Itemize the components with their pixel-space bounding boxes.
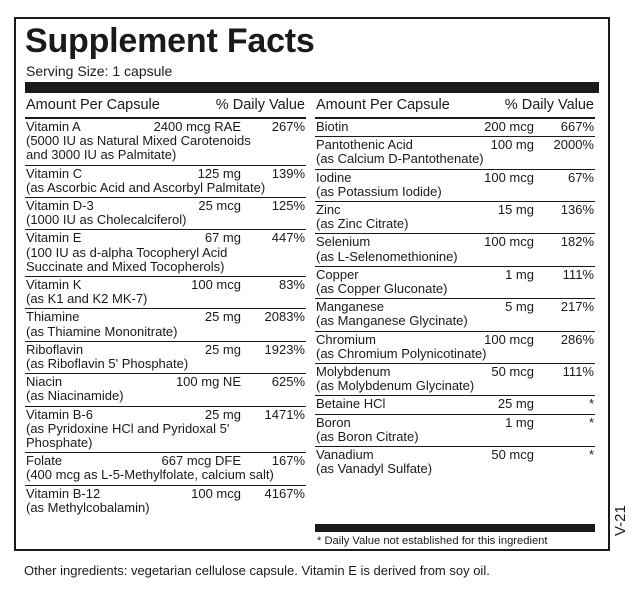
nutrient-row [315,170,595,202]
nutrient-row [25,453,306,485]
nutrient-source-line: (as Molybdenum Glycinate) [316,378,475,394]
nutrient-daily-value: 2083% [264,309,305,325]
nutrient-amount: 67 mg [204,230,241,246]
column-header [25,94,306,119]
nutrient-main-line [316,268,594,282]
right-column [315,94,595,478]
nutrient-name: Zinc [316,202,341,218]
nutrient-amount: 1 mg [505,414,534,430]
nutrient-amount: 100 mcg [484,331,534,347]
nutrient-daily-value: 625% [271,374,305,390]
nutrient-name: Manganese [316,299,384,315]
nutrient-row [25,119,306,166]
nutrient-amount: 25 mg [204,309,241,325]
nutrient-row [25,342,306,374]
nutrient-amount: 25 mcg [198,198,241,214]
daily-value-footnote: * Daily Value not established for this ingredient [317,535,548,547]
nutrient-source-line: (as Riboflavin 5' Phosphate) [26,356,189,372]
nutrient-main-line [26,454,305,468]
nutrient-main-line [26,231,305,245]
nutrient-row [315,415,595,447]
nutrient-source-line: Phosphate) [26,435,93,451]
nutrient-name: Vitamin B-6 [26,406,93,422]
nutrient-source-line: (5000 IU as Natural Mixed Carotenoids [26,133,251,149]
nutrient-source-line: Succinate and Mixed Tocopherols) [26,258,225,274]
nutrient-name: Selenium [316,234,371,250]
nutrient-row [315,119,595,137]
nutrient-amount: 125 mg [197,165,241,181]
nutrient-row [315,447,595,478]
nutrient-row [315,234,595,266]
nutrient-name: Copper [316,266,359,282]
nutrient-main-line [316,365,594,379]
nutrient-amount: 25 mg [204,341,241,357]
nutrient-amount: 200 mcg [484,119,534,134]
nutrient-amount: 15 mg [497,202,534,218]
nutrient-daily-value: 2000% [553,137,594,153]
nutrient-name: Vitamin K [26,277,82,293]
nutrient-name: Molybdenum [316,364,391,380]
nutrient-main-line [26,278,305,292]
nutrient-source-line: (as Potassium Iodide) [316,183,442,199]
nutrient-name: Betaine HCl [316,396,386,412]
nutrient-row [25,407,306,454]
nutrient-row [25,277,306,309]
nutrient-main-line [26,120,305,134]
nutrient-main-line [26,375,305,389]
nutrient-main-line [316,300,594,314]
nutrient-row [315,332,595,364]
nutrient-name: Folate [26,453,63,469]
nutrient-daily-value: 139% [271,165,305,181]
nutrient-amount: 100 mg NE [175,374,241,390]
nutrient-source-line: (as K1 and K2 MK-7) [26,291,148,307]
nutrient-name: Vitamin B-12 [26,485,101,501]
nutrient-list-right [315,119,595,478]
nutrient-daily-value: 286% [560,331,594,347]
nutrient-source-line: (400 mcg as L-5-Methylfolate, calcium salt) [26,467,274,483]
nutrient-name: Vanadium [316,447,374,463]
nutrient-amount: 667 mcg DFE [161,453,241,469]
nutrient-daily-value: 111% [562,364,594,380]
nutrient-daily-value: 447% [271,230,305,246]
left-column [25,94,306,517]
panel-title: Supplement Facts [25,22,315,60]
nutrient-daily-value: 167% [271,453,305,469]
nutrient-amount: 25 mg [204,406,241,422]
nutrient-daily-value: 667% [560,119,594,134]
nutrient-daily-value: 217% [560,299,594,315]
nutrient-daily-value: * [588,414,594,430]
nutrient-source-line: (as Ascorbic Acid and Ascorbyl Palmitate) [26,179,266,195]
nutrient-row [315,267,595,299]
nutrient-source-line: (as L-Selenomethionine) [316,248,458,264]
nutrient-source-line: (as Vanadyl Sulfate) [316,461,433,477]
nutrient-name: Chromium [316,331,376,347]
amount-header: Amount Per Capsule [26,97,160,113]
nutrient-name: Vitamin C [26,165,83,181]
nutrient-daily-value: 111% [562,266,594,282]
nutrient-main-line [316,416,594,430]
nutrient-amount: 100 mcg [484,169,534,185]
nutrient-row [315,364,595,396]
nutrient-name: Vitamin D-3 [26,198,94,214]
nutrient-amount: 25 mg [497,396,534,412]
nutrient-amount: 50 mcg [491,364,534,380]
supplement-facts-panel [14,17,610,551]
nutrient-main-line [316,448,594,462]
divider-bar [25,82,599,93]
daily-value-header: % Daily Value [215,97,305,113]
nutrient-amount: 50 mcg [491,447,534,463]
version-code: V-21 [612,505,629,536]
footnote-divider-bar [315,524,595,532]
nutrient-row [25,309,306,341]
nutrient-name: Boron [316,414,351,430]
nutrient-daily-value: 1923% [264,341,305,357]
nutrient-source-line: (as Copper Gluconate) [316,281,448,297]
nutrient-amount: 100 mcg [191,277,241,293]
nutrient-daily-value: 182% [560,234,594,250]
nutrient-row [315,396,595,414]
nutrient-row [25,166,306,198]
nutrient-source-line: (as Niacinamide) [26,388,124,404]
nutrient-daily-value: 83% [278,277,305,293]
nutrient-main-line [26,487,305,501]
nutrient-row [315,137,595,169]
other-ingredients: Other ingredients: vegetarian cellulose capsule. Vitamin E is derived from soy oil. [24,563,490,578]
nutrient-main-line [316,333,594,347]
nutrient-source-line: (as Calcium D-Pantothenate) [316,151,484,167]
nutrient-source-line: (1000 IU as Cholecalciferol) [26,212,187,228]
nutrient-amount: 2400 mcg RAE [153,119,241,134]
nutrient-name: Thiamine [26,309,80,325]
nutrient-source-line: (as Methylcobalamin) [26,499,150,515]
nutrient-source-line: (as Thiamine Mononitrate) [26,323,178,339]
nutrient-main-line [26,199,305,213]
nutrient-name: Riboflavin [26,341,84,357]
nutrient-list-left [25,119,306,517]
nutrient-source-line: (as Boron Citrate) [316,428,419,444]
nutrient-name: Vitamin E [26,230,82,246]
nutrient-daily-value: 267% [271,119,305,134]
nutrient-daily-value: 125% [271,198,305,214]
nutrient-main-line [316,138,594,152]
nutrient-main-line [26,343,305,357]
nutrient-daily-value: 136% [560,202,594,218]
nutrient-amount: 1 mg [505,266,534,282]
daily-value-header: % Daily Value [504,97,594,113]
nutrient-name: Iodine [316,169,352,185]
nutrient-amount: 100 mcg [191,485,241,501]
nutrient-name: Niacin [26,374,63,390]
serving-size: Serving Size: 1 capsule [26,63,173,79]
nutrient-daily-value: * [588,447,594,463]
nutrient-row [315,299,595,331]
nutrient-main-line [26,310,305,324]
nutrient-source-line: (100 IU as d-alpha Tocopheryl Acid [26,244,228,260]
nutrient-row [25,486,306,517]
nutrient-name: Pantothenic Acid [316,137,413,153]
amount-header: Amount Per Capsule [316,97,450,113]
nutrient-daily-value: 4167% [264,485,305,501]
nutrient-row [25,198,306,230]
nutrient-daily-value: 1471% [264,406,305,422]
nutrient-main-line [26,408,305,422]
nutrient-row [25,230,306,277]
nutrient-source-line: (as Zinc Citrate) [316,216,409,232]
nutrient-source-line: and 3000 IU as Palmitate) [26,147,177,163]
nutrient-source-line: (as Chromium Polynicotinate) [316,345,487,361]
nutrient-name: Vitamin A [26,119,81,134]
nutrient-amount: 100 mg [490,137,534,153]
nutrient-row [25,374,306,406]
nutrient-daily-value: * [588,396,594,412]
nutrient-main-line [316,120,594,134]
nutrient-row [315,202,595,234]
nutrient-amount: 5 mg [505,299,534,315]
nutrient-main-line [316,171,594,185]
nutrient-amount: 100 mcg [484,234,534,250]
nutrient-main-line [316,203,594,217]
nutrient-main-line [26,167,305,181]
nutrient-name: Biotin [316,119,349,134]
nutrient-source-line: (as Pyridoxine HCl and Pyridoxal 5' [26,420,230,436]
nutrient-main-line [316,397,594,411]
nutrient-daily-value: 67% [567,169,594,185]
nutrient-main-line [316,235,594,249]
nutrient-source-line: (as Manganese Glycinate) [316,313,468,329]
column-header [315,94,595,119]
